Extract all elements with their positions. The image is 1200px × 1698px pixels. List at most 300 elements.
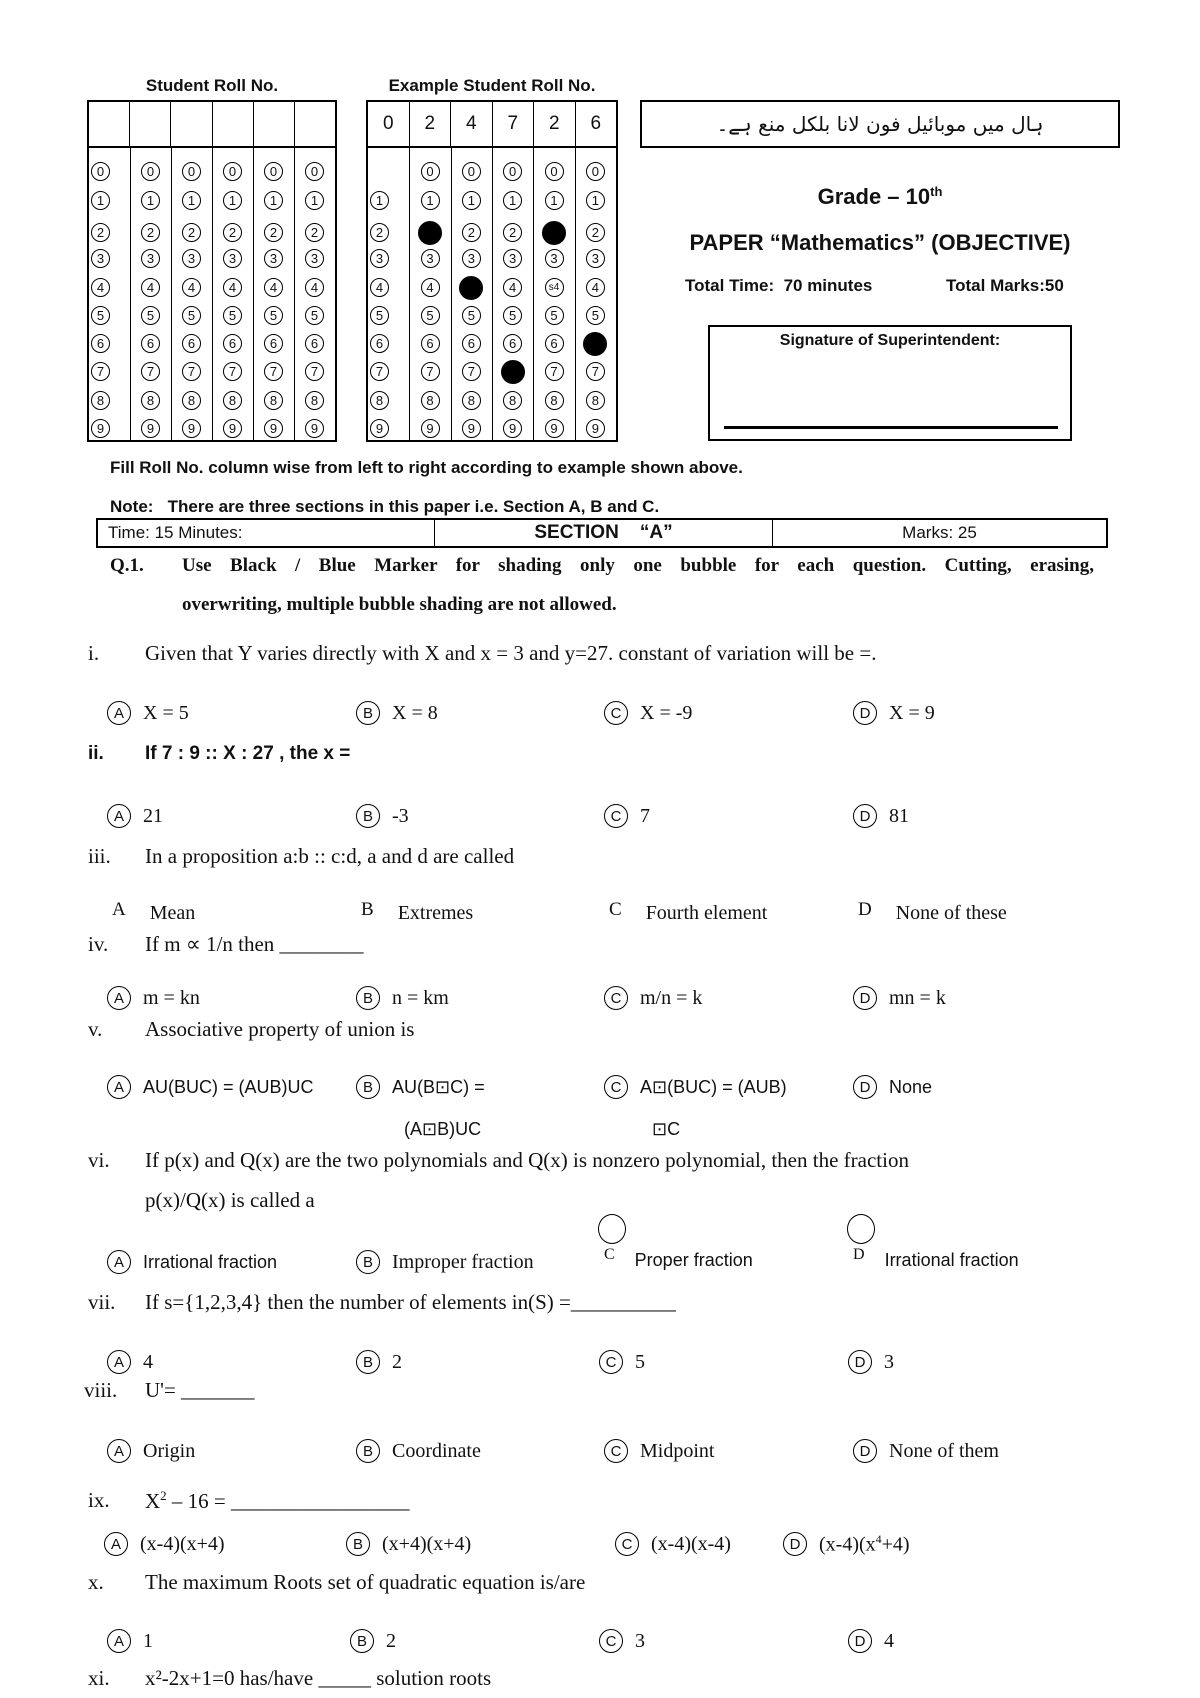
roll-bubble[interactable]: 3 bbox=[305, 249, 324, 268]
roll-bubble[interactable]: 8 bbox=[141, 391, 160, 410]
option-text-sup: 4 bbox=[875, 1532, 882, 1546]
option-letter: D bbox=[853, 1245, 865, 1263]
question-text-part: X bbox=[145, 1489, 161, 1513]
option-bubble[interactable]: A bbox=[107, 1439, 131, 1463]
option-bubble[interactable]: D bbox=[853, 1075, 877, 1099]
answer-option-c[interactable] bbox=[599, 1629, 645, 1653]
question-number: x. bbox=[88, 1570, 104, 1594]
roll-digit-box[interactable] bbox=[130, 102, 171, 146]
option-text: None of them bbox=[889, 1439, 999, 1462]
roll-bubble[interactable]: 5 bbox=[182, 306, 201, 325]
roll-bubble: 5 bbox=[421, 306, 440, 325]
roll-digit-box: 2 bbox=[534, 102, 576, 146]
option-letter: C bbox=[609, 898, 622, 920]
roll-digit-box: 0 bbox=[368, 102, 410, 146]
option-letter: B bbox=[361, 898, 374, 920]
fill-roll-instruction: Fill Roll No. column wise from left to right according to example shown above. bbox=[110, 458, 743, 477]
roll-bubble[interactable]: 7 bbox=[264, 362, 283, 381]
question-text: If 7 : 9 :: X : 27 , the x = bbox=[145, 743, 351, 764]
answer-option-c[interactable] bbox=[604, 986, 702, 1010]
roll-bubble: 8 bbox=[462, 391, 481, 410]
roll-bubble: 2 bbox=[418, 221, 442, 245]
answer-option-c[interactable] bbox=[604, 1439, 714, 1463]
roll-bubble[interactable]: 2 bbox=[305, 223, 324, 242]
roll-bubble: 4 bbox=[586, 278, 605, 297]
answer-option-d[interactable] bbox=[848, 1350, 894, 1374]
total-marks: Total Marks:50 bbox=[946, 276, 1064, 295]
answer-option-d[interactable] bbox=[853, 1245, 1019, 1271]
question-number: vi. bbox=[88, 1148, 110, 1172]
option-bubble[interactable]: A bbox=[107, 804, 131, 828]
option-text: AU(B⊡C) = bbox=[392, 1076, 485, 1097]
option-text: Origin bbox=[143, 1439, 196, 1462]
roll-bubble[interactable]: 5 bbox=[305, 306, 324, 325]
roll-bubble: 6 bbox=[370, 334, 389, 353]
question-number: xi. bbox=[88, 1666, 110, 1690]
roll-bubble: 1 bbox=[586, 191, 605, 210]
roll-bubble: 0 bbox=[545, 162, 564, 181]
roll-bubble: 3 bbox=[545, 249, 564, 268]
answer-option-d[interactable] bbox=[783, 1532, 910, 1557]
option-bubble[interactable]: A bbox=[107, 1629, 131, 1653]
roll-bubble: 0 bbox=[586, 162, 605, 181]
option-text: 4 bbox=[143, 1350, 153, 1373]
option-bubble[interactable]: B bbox=[350, 1629, 374, 1653]
roll-bubble[interactable]: 1 bbox=[305, 191, 324, 210]
roll-bubble[interactable]: 0 bbox=[264, 162, 283, 181]
roll-bubble[interactable]: 0 bbox=[223, 162, 242, 181]
roll-bubble: 0 bbox=[421, 162, 440, 181]
option-text: Irrational fraction bbox=[143, 1251, 278, 1272]
roll-bubble[interactable]: 9 bbox=[141, 419, 160, 438]
option-bubble[interactable]: D bbox=[848, 1350, 872, 1374]
roll-bubble: 8 bbox=[370, 391, 389, 410]
signature-label: Signature of Superintendent: bbox=[779, 332, 1001, 349]
roll-bubble[interactable]: 2 bbox=[141, 223, 160, 242]
question-number: ii. bbox=[88, 743, 104, 764]
question-text: If p(x) and Q(x) are the two polynomials and Q(x) is nonzero polynomial, then the fraction bbox=[145, 1148, 909, 1172]
roll-bubble[interactable]: 4 bbox=[91, 278, 110, 297]
roll-bubble[interactable]: 0 bbox=[141, 162, 160, 181]
roll-bubble: 3 bbox=[462, 249, 481, 268]
roll-bubble[interactable]: 9 bbox=[223, 419, 242, 438]
roll-digit-box[interactable] bbox=[213, 102, 254, 146]
option-text: Mean bbox=[149, 902, 196, 924]
roll-bubble: 4 bbox=[459, 276, 483, 300]
option-bubble[interactable]: A bbox=[107, 986, 131, 1010]
roll-bubble: 6 bbox=[462, 334, 481, 353]
answer-option-b[interactable] bbox=[350, 1629, 396, 1653]
roll-bubble: s4 bbox=[545, 278, 564, 297]
answer-option-a[interactable] bbox=[107, 1350, 153, 1374]
option-bubble[interactable]: B bbox=[346, 1532, 370, 1556]
roll-bubble[interactable]: 6 bbox=[91, 334, 110, 353]
roll-bubble[interactable]: 2 bbox=[91, 223, 110, 242]
option-bubble[interactable]: A bbox=[104, 1532, 128, 1556]
roll-bubble: 3 bbox=[421, 249, 440, 268]
roll-bubble[interactable]: 8 bbox=[223, 391, 242, 410]
question-text: x²-2x+1=0 has/have _____ solution roots bbox=[145, 1666, 492, 1690]
roll-bubble[interactable]: 4 bbox=[182, 278, 201, 297]
question-number: i. bbox=[88, 641, 100, 665]
roll-bubble[interactable]: 2 bbox=[182, 223, 201, 242]
roll-bubble: 8 bbox=[545, 391, 564, 410]
roll-digit-box[interactable] bbox=[295, 102, 335, 146]
roll-bubble: 5 bbox=[503, 306, 522, 325]
answer-option-a[interactable] bbox=[107, 1439, 195, 1463]
roll-bubble[interactable]: 9 bbox=[305, 419, 324, 438]
roll-bubble: 4 bbox=[370, 278, 389, 297]
roll-bubble: 6 bbox=[545, 334, 564, 353]
question-number: v. bbox=[88, 1017, 103, 1041]
roll-bubble[interactable]: 3 bbox=[91, 249, 110, 268]
question-text-line2: p(x)/Q(x) is called a bbox=[145, 1188, 315, 1212]
option-text: 7 bbox=[640, 804, 650, 827]
roll-bubble: 5 bbox=[462, 306, 481, 325]
roll-bubble[interactable]: 5 bbox=[141, 306, 160, 325]
roll-bubble: 1 bbox=[421, 191, 440, 210]
option-bubble[interactable]: B bbox=[356, 1350, 380, 1374]
option-text: mn = k bbox=[889, 986, 946, 1009]
roll-bubble: 9 bbox=[545, 419, 564, 438]
option-bubble[interactable]: A bbox=[107, 1075, 131, 1099]
option-bubble[interactable] bbox=[598, 1214, 626, 1244]
option-text: (x+4)(x+4) bbox=[382, 1532, 472, 1555]
option-text: Midpoint bbox=[640, 1439, 715, 1462]
answer-option-b[interactable] bbox=[346, 1532, 471, 1556]
option-text: 21 bbox=[143, 804, 163, 827]
option-bubble[interactable]: C bbox=[604, 804, 628, 828]
roll-bubble: 5 bbox=[586, 306, 605, 325]
option-bubble[interactable]: A bbox=[107, 701, 131, 725]
roll-bubble: 6 bbox=[421, 334, 440, 353]
answer-option-a[interactable] bbox=[107, 1629, 153, 1653]
roll-bubble[interactable]: 8 bbox=[305, 391, 324, 410]
option-bubble[interactable]: C bbox=[615, 1532, 639, 1556]
question-text: U'= _______ bbox=[145, 1378, 255, 1402]
roll-bubble[interactable]: 6 bbox=[305, 334, 324, 353]
roll-bubble: 7 bbox=[370, 362, 389, 381]
q1-instruction-line1: Use Black / Blue Marker for shading only one bubble for each question. Cutting, erasing, bbox=[182, 555, 1094, 576]
question-number: vii. bbox=[88, 1290, 116, 1314]
roll-digit-box: 4 bbox=[451, 102, 493, 146]
roll-bubble[interactable]: 7 bbox=[305, 362, 324, 381]
total-time: Total Time: 70 minutes bbox=[685, 276, 873, 295]
answer-option-a[interactable] bbox=[107, 1075, 314, 1099]
roll-bubble: 9 bbox=[370, 419, 389, 438]
roll-bubble: 5 bbox=[545, 306, 564, 325]
roll-bubble[interactable]: 7 bbox=[223, 362, 242, 381]
option-text: 2 bbox=[392, 1350, 402, 1373]
roll-digit-box[interactable] bbox=[254, 102, 295, 146]
option-bubble[interactable] bbox=[847, 1214, 875, 1244]
option-text: None bbox=[889, 1076, 933, 1097]
answer-option-a[interactable] bbox=[107, 804, 163, 828]
roll-bubble: 9 bbox=[462, 419, 481, 438]
answer-option-a[interactable] bbox=[107, 986, 200, 1010]
option-bubble[interactable]: C bbox=[604, 986, 628, 1010]
option-c-continuation: ⊡C bbox=[652, 1119, 681, 1139]
question-number: viii. bbox=[84, 1378, 118, 1402]
option-text: 4 bbox=[884, 1629, 894, 1652]
answer-option-b[interactable] bbox=[356, 1350, 402, 1374]
roll-bubble: 0 bbox=[462, 162, 481, 181]
option-text: -3 bbox=[392, 804, 409, 827]
option-text: AU(BUC) = (AUB)UC bbox=[143, 1076, 314, 1097]
option-text: 2 bbox=[386, 1629, 396, 1652]
roll-bubble[interactable]: 0 bbox=[91, 162, 110, 181]
roll-bubble: 6 bbox=[503, 334, 522, 353]
roll-bubble: 3 bbox=[586, 249, 605, 268]
roll-bubble[interactable]: 1 bbox=[182, 191, 201, 210]
option-text: Proper fraction bbox=[634, 1250, 753, 1270]
answer-option-a[interactable] bbox=[107, 701, 189, 725]
option-bubble[interactable]: C bbox=[599, 1350, 623, 1374]
answer-option-d[interactable] bbox=[853, 804, 909, 828]
roll-bubble: 7 bbox=[545, 362, 564, 381]
question-text: Given that Y varies directly with X and x = 3 and y=27. constant of variation will be =. bbox=[145, 641, 877, 665]
question-text: Associative property of union is bbox=[145, 1017, 415, 1041]
paper-title: PAPER “Mathematics” (OBJECTIVE) bbox=[689, 230, 1071, 255]
example-roll-title: Example Student Roll No. bbox=[388, 76, 596, 95]
option-bubble[interactable]: A bbox=[107, 1250, 131, 1274]
answer-option-c[interactable] bbox=[604, 804, 650, 828]
option-text: X = 8 bbox=[392, 701, 438, 724]
option-text-part: (x-4)(x bbox=[819, 1533, 876, 1556]
roll-bubble[interactable]: 4 bbox=[141, 278, 160, 297]
option-text: 3 bbox=[635, 1629, 645, 1652]
option-text: None of these bbox=[895, 902, 1007, 924]
option-text: 81 bbox=[889, 804, 909, 827]
roll-bubble[interactable]: 5 bbox=[264, 306, 283, 325]
section-name: SECTION “A” bbox=[435, 520, 773, 546]
option-bubble[interactable]: B bbox=[356, 1250, 380, 1274]
roll-bubble[interactable]: 2 bbox=[223, 223, 242, 242]
option-bubble[interactable]: C bbox=[599, 1629, 623, 1653]
option-text: (x-4)(x+4) bbox=[140, 1532, 225, 1555]
roll-bubble[interactable]: 9 bbox=[91, 419, 110, 438]
answer-option-d[interactable] bbox=[853, 1075, 932, 1099]
option-bubble[interactable]: A bbox=[107, 1350, 131, 1374]
roll-bubble: 1 bbox=[462, 191, 481, 210]
roll-bubble: 7 bbox=[421, 362, 440, 381]
roll-digit-box: 6 bbox=[590, 113, 602, 134]
signature-box bbox=[708, 325, 1072, 441]
roll-bubble[interactable]: 8 bbox=[264, 391, 283, 410]
option-letter: C bbox=[604, 1245, 615, 1263]
signature-line[interactable] bbox=[724, 426, 1058, 429]
roll-bubble[interactable]: 6 bbox=[182, 334, 201, 353]
option-bubble[interactable]: C bbox=[604, 1439, 628, 1463]
roll-bubble: 1 bbox=[545, 191, 564, 210]
roll-bubble: 9 bbox=[503, 419, 522, 438]
question-text: In a proposition a:b :: c:d, a and d are called bbox=[145, 844, 515, 868]
roll-bubble[interactable]: 0 bbox=[305, 162, 324, 181]
q1-instruction-line2: overwriting, multiple bubble shading are not allowed. bbox=[182, 594, 617, 615]
roll-bubble: 1 bbox=[370, 191, 389, 210]
answer-option-b[interactable] bbox=[356, 986, 449, 1010]
option-bubble[interactable]: D bbox=[783, 1532, 807, 1556]
roll-bubble[interactable]: 7 bbox=[91, 362, 110, 381]
answer-option-b[interactable] bbox=[356, 804, 409, 828]
student-roll-grid[interactable] bbox=[87, 100, 337, 442]
roll-bubble[interactable]: 3 bbox=[264, 249, 283, 268]
roll-bubble: 3 bbox=[370, 249, 389, 268]
option-bubble[interactable]: C bbox=[604, 701, 628, 725]
option-bubble[interactable]: B bbox=[356, 1075, 380, 1099]
roll-bubble[interactable]: 3 bbox=[141, 249, 160, 268]
roll-bubble: 9 bbox=[586, 419, 605, 438]
roll-bubble[interactable]: 4 bbox=[264, 278, 283, 297]
answer-option-c[interactable] bbox=[599, 1350, 645, 1374]
option-text: m/n = k bbox=[640, 986, 703, 1009]
answer-option-d[interactable] bbox=[848, 1629, 894, 1653]
option-text-part: +4) bbox=[881, 1533, 910, 1556]
option-bubble[interactable]: B bbox=[356, 804, 380, 828]
option-text: X = 5 bbox=[143, 701, 189, 724]
roll-bubble[interactable]: 7 bbox=[182, 362, 201, 381]
roll-bubble[interactable]: 9 bbox=[264, 419, 283, 438]
question-number: ix. bbox=[88, 1488, 110, 1512]
roll-bubble[interactable]: 3 bbox=[223, 249, 242, 268]
option-text bbox=[819, 1532, 910, 1557]
roll-bubble: 2 bbox=[542, 221, 566, 245]
roll-bubble[interactable]: 1 bbox=[91, 191, 110, 210]
answer-option-b[interactable] bbox=[356, 1075, 485, 1099]
question-text: If s={1,2,3,4} then the number of elements in(S) =__________ bbox=[145, 1290, 676, 1314]
roll-bubble: 0 bbox=[503, 162, 522, 181]
answer-option-c[interactable] bbox=[609, 898, 768, 925]
option-text: Improper fraction bbox=[392, 1250, 534, 1273]
roll-bubble: 2 bbox=[462, 223, 481, 242]
roll-bubble: 2 bbox=[586, 223, 605, 242]
option-bubble[interactable]: B bbox=[356, 701, 380, 725]
roll-bubble: 4 bbox=[421, 278, 440, 297]
roll-bubble[interactable]: 0 bbox=[182, 162, 201, 181]
roll-digit-box[interactable] bbox=[171, 102, 212, 146]
q1-number: Q.1. bbox=[110, 555, 144, 576]
answer-option-b[interactable] bbox=[356, 701, 438, 725]
student-roll-title: Student Roll No. bbox=[145, 76, 279, 95]
answer-option-a[interactable] bbox=[112, 898, 196, 925]
roll-digit-box[interactable] bbox=[89, 102, 130, 146]
option-text: (x-4)(x-4) bbox=[651, 1532, 731, 1555]
roll-bubble[interactable]: 6 bbox=[264, 334, 283, 353]
roll-bubble[interactable]: 5 bbox=[91, 306, 110, 325]
option-text: Coordinate bbox=[392, 1439, 481, 1462]
option-bubble[interactable]: D bbox=[853, 986, 877, 1010]
roll-bubble: 8 bbox=[586, 391, 605, 410]
answer-option-c[interactable] bbox=[604, 1075, 787, 1099]
roll-bubble: 9 bbox=[421, 419, 440, 438]
question-text bbox=[145, 1488, 410, 1514]
section-marks: Marks: 25 bbox=[902, 523, 977, 542]
roll-bubble[interactable]: 2 bbox=[264, 223, 283, 242]
option-letter: A bbox=[112, 898, 126, 920]
answer-option-d[interactable] bbox=[853, 701, 935, 725]
option-text: A⊡(BUC) = (AUB) bbox=[640, 1076, 787, 1097]
roll-bubble[interactable]: 8 bbox=[91, 391, 110, 410]
mobile-phone-notice: ہال میں موبائیل فون لانا بلکل منع ہے۔ bbox=[640, 100, 1120, 148]
section-a-table bbox=[96, 518, 1108, 548]
roll-bubble[interactable]: 9 bbox=[182, 419, 201, 438]
option-bubble[interactable]: C bbox=[604, 1075, 628, 1099]
example-roll-grid bbox=[366, 100, 618, 442]
answer-option-a[interactable] bbox=[107, 1250, 277, 1274]
option-letter: D bbox=[858, 898, 872, 920]
roll-bubble: 7 bbox=[462, 362, 481, 381]
option-bubble[interactable]: D bbox=[853, 701, 877, 725]
option-text: m = kn bbox=[143, 986, 200, 1009]
question-text-part: – 16 = _________________ bbox=[166, 1489, 410, 1513]
roll-bubble[interactable]: 6 bbox=[141, 334, 160, 353]
roll-bubble: 1 bbox=[503, 191, 522, 210]
roll-bubble: 2 bbox=[503, 223, 522, 242]
option-bubble[interactable]: B bbox=[356, 986, 380, 1010]
question-number: iv. bbox=[88, 932, 109, 956]
answer-option-d[interactable] bbox=[858, 898, 1007, 925]
roll-bubble: 2 bbox=[370, 223, 389, 242]
roll-bubble: 3 bbox=[503, 249, 522, 268]
answer-option-b[interactable] bbox=[356, 1250, 534, 1274]
roll-digit-box: 7 bbox=[493, 102, 535, 146]
roll-bubble[interactable]: 1 bbox=[264, 191, 283, 210]
option-bubble[interactable]: D bbox=[848, 1629, 872, 1653]
roll-bubble: 7 bbox=[501, 360, 525, 384]
roll-bubble[interactable]: 3 bbox=[182, 249, 201, 268]
note: Note: There are three sections in this paper i.e. Section A, B and C. bbox=[110, 497, 660, 516]
answer-option-a[interactable] bbox=[104, 1532, 225, 1556]
roll-bubble: 6 bbox=[583, 332, 607, 356]
question-number: iii. bbox=[88, 844, 111, 868]
question-text: The maximum Roots set of quadratic equation is/are bbox=[145, 1570, 586, 1594]
option-text: 5 bbox=[635, 1350, 645, 1373]
option-bubble[interactable]: D bbox=[853, 1439, 877, 1463]
answer-option-b[interactable] bbox=[356, 1439, 481, 1463]
option-text: 1 bbox=[143, 1629, 153, 1652]
roll-bubble[interactable]: 8 bbox=[182, 391, 201, 410]
option-b-continuation: (A⊡B)UC bbox=[404, 1119, 482, 1139]
answer-option-b[interactable] bbox=[361, 898, 474, 925]
answer-option-d[interactable] bbox=[853, 1439, 999, 1463]
answer-option-c[interactable] bbox=[615, 1532, 731, 1556]
option-text: X = -9 bbox=[640, 701, 693, 724]
answer-option-d[interactable] bbox=[853, 986, 946, 1010]
option-bubble[interactable]: D bbox=[853, 804, 877, 828]
roll-bubble[interactable]: 5 bbox=[223, 306, 242, 325]
roll-bubble[interactable]: 1 bbox=[223, 191, 242, 210]
roll-digit-box: 2 bbox=[410, 102, 452, 146]
answer-option-c[interactable] bbox=[604, 701, 692, 725]
answer-option-c[interactable] bbox=[604, 1245, 753, 1271]
grade-heading: Grade – 10th bbox=[817, 184, 943, 210]
option-text: Irrational fraction bbox=[884, 1250, 1019, 1270]
option-bubble[interactable]: B bbox=[356, 1439, 380, 1463]
roll-bubble[interactable]: 1 bbox=[141, 191, 160, 210]
roll-bubble[interactable]: 4 bbox=[305, 278, 324, 297]
option-text: 3 bbox=[884, 1350, 894, 1373]
roll-bubble[interactable]: 7 bbox=[141, 362, 160, 381]
option-text: X = 9 bbox=[889, 701, 935, 724]
roll-bubble: 8 bbox=[503, 391, 522, 410]
roll-bubble[interactable]: 4 bbox=[223, 278, 242, 297]
roll-bubble: 7 bbox=[586, 362, 605, 381]
question-text-sup: 2 bbox=[160, 1488, 167, 1503]
question-text: If m ∝ 1/n then ________ bbox=[145, 932, 364, 956]
roll-bubble: 5 bbox=[370, 306, 389, 325]
option-text: n = km bbox=[392, 986, 449, 1009]
roll-bubble[interactable]: 6 bbox=[223, 334, 242, 353]
